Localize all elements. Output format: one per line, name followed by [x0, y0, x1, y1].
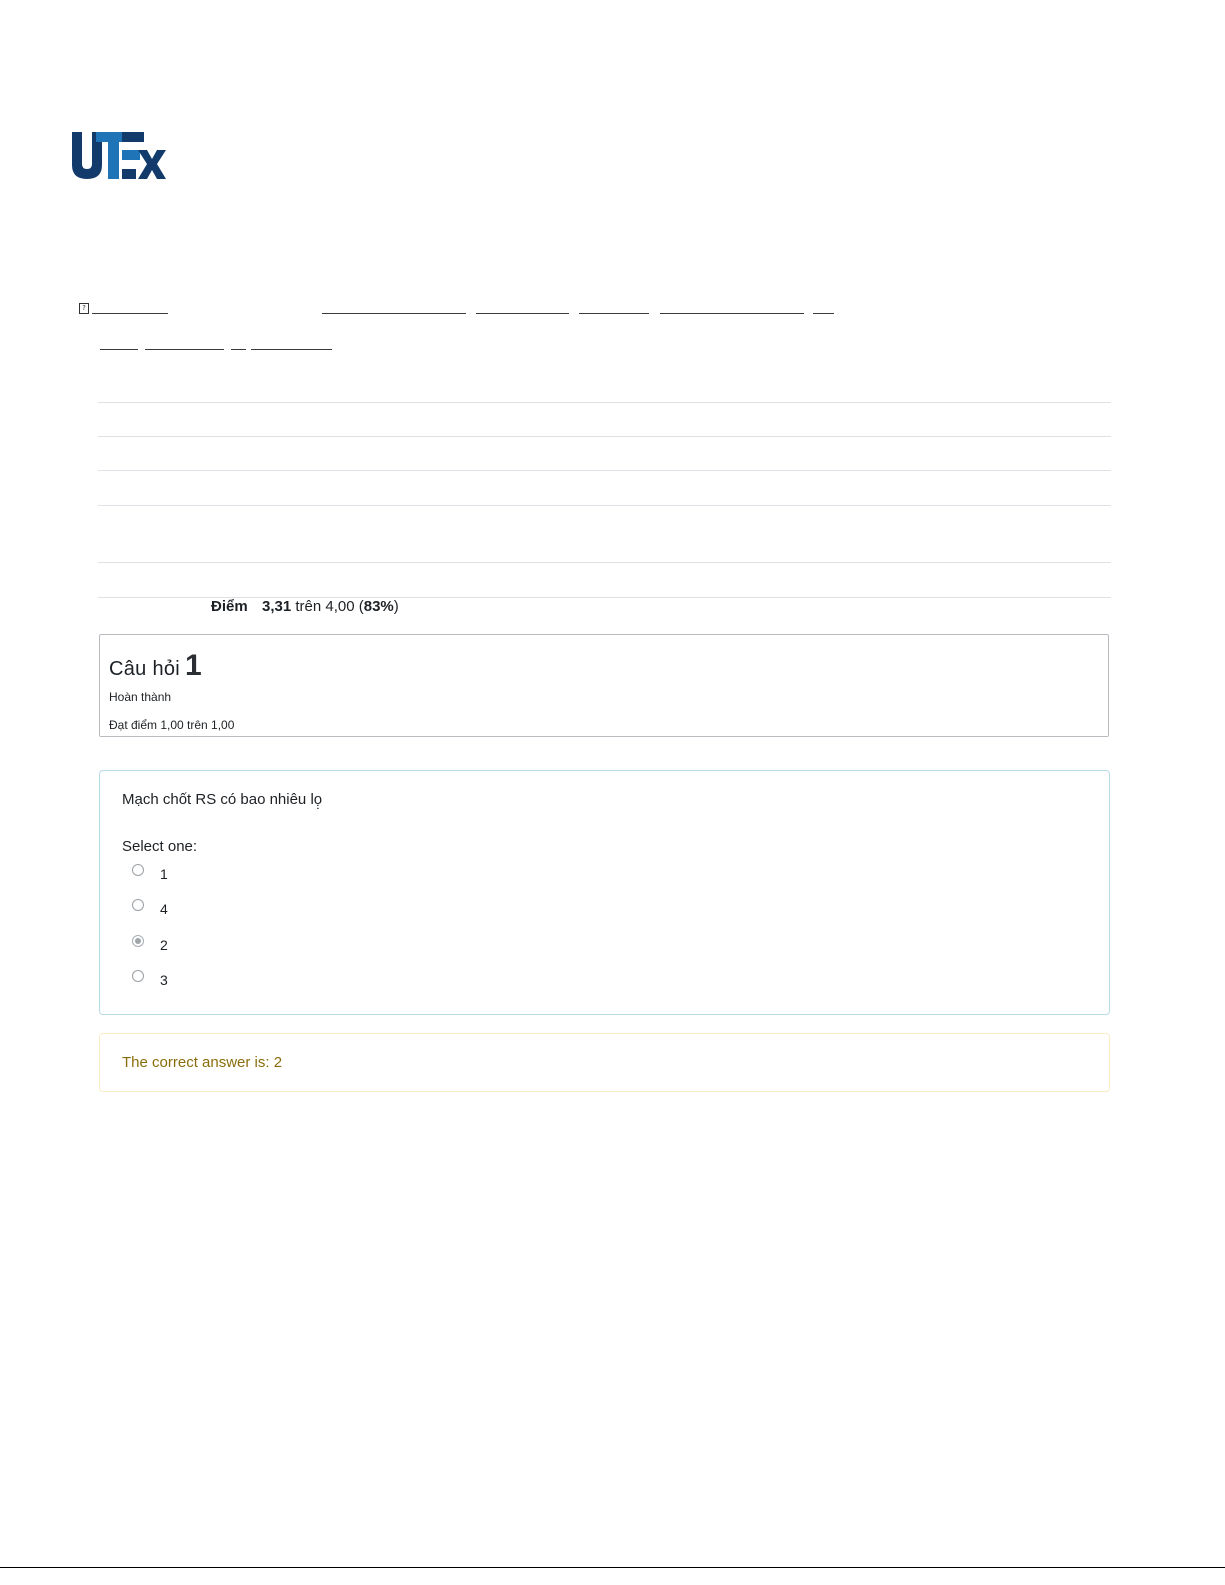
radio-button[interactable] — [132, 899, 144, 911]
grade-percent: 83% — [363, 598, 394, 615]
grade-score: 3,31 — [262, 598, 292, 615]
question-grade: Đạt điểm 1,00 trên 1,00 — [109, 718, 235, 732]
answer-option[interactable] — [132, 935, 432, 957]
answer-option[interactable] — [132, 970, 432, 992]
answer-option-label: 1 — [160, 866, 168, 882]
breadcrumb-link-faculty[interactable] — [476, 313, 569, 314]
question-formulation — [99, 770, 1110, 1015]
question-title-prefix: Câu hỏi — [109, 658, 181, 680]
page-bottom-divider — [0, 1567, 1225, 1568]
breadcrumb-link-review[interactable] — [251, 349, 332, 350]
answer-option[interactable] — [132, 864, 432, 886]
question-info — [99, 634, 1109, 737]
breadcrumb-link-courses[interactable] — [322, 313, 466, 314]
breadcrumb-link-section[interactable] — [813, 313, 834, 314]
grade-close: ) — [393, 598, 399, 615]
summary-row-divider — [98, 470, 1111, 471]
question-feedback — [99, 1033, 1110, 1092]
question-text: Mạch chốt RS có bao nhiêu lọ̣ — [122, 791, 323, 808]
summary-row-divider — [98, 505, 1111, 506]
question-title — [109, 649, 202, 683]
question-state: Hoàn thành — [109, 690, 172, 704]
radio-button-selected[interactable] — [132, 935, 144, 947]
grade-of: trên 4,00 ( — [291, 598, 364, 615]
breadcrumb-link-topic[interactable] — [100, 349, 138, 350]
summary-row-divider — [98, 562, 1111, 563]
answer-prompt: Select one: — [122, 838, 198, 855]
answer-option[interactable] — [132, 899, 432, 921]
right-answer: The correct answer is: 2 — [122, 1054, 283, 1071]
summary-grade-row — [98, 598, 1111, 620]
summary-row-divider — [98, 436, 1111, 437]
answer-option-label: 3 — [160, 972, 168, 988]
breadcrumb-link-sep[interactable] — [231, 349, 246, 350]
summary-row-divider — [98, 402, 1111, 403]
breadcrumb-link-home[interactable] — [92, 313, 168, 314]
answer-option-label: 4 — [160, 901, 168, 917]
grade-value — [262, 598, 399, 615]
radio-button[interactable] — [132, 970, 144, 982]
radio-button[interactable] — [132, 864, 144, 876]
answer-option-label: 2 — [160, 937, 168, 953]
breadcrumb-link-course[interactable] — [660, 313, 804, 314]
breadcrumb-link-quiz[interactable] — [145, 349, 224, 350]
breadcrumb-link-semester[interactable] — [579, 313, 649, 314]
menu-icon[interactable]: ? — [79, 303, 89, 314]
question-number: 1 — [185, 649, 203, 682]
grade-label: Điểm — [211, 598, 248, 615]
utex-logo-icon — [72, 132, 167, 179]
